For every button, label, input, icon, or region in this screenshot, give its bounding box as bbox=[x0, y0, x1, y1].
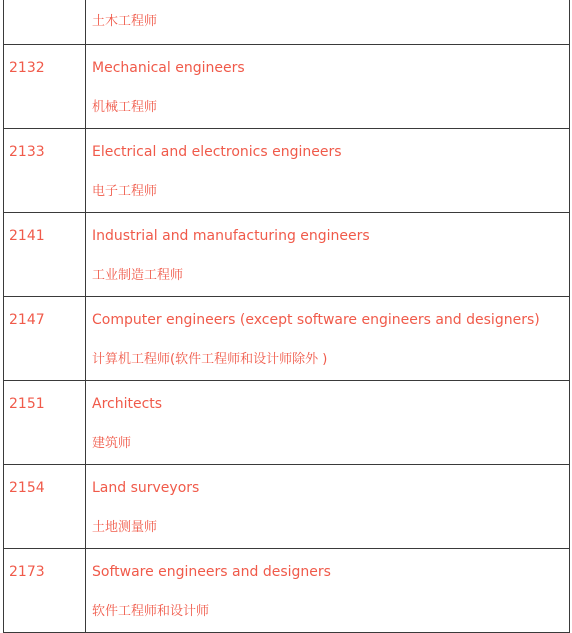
table-row bbox=[4, 549, 570, 633]
occupation-title-cn: 土地测量师 bbox=[92, 520, 158, 535]
occupation-title-en: Mechanical engineers bbox=[92, 60, 245, 76]
table-row bbox=[4, 381, 570, 465]
occupation-title-cn: 土木工程师 bbox=[92, 14, 158, 29]
description-cell bbox=[86, 381, 570, 465]
code-cell bbox=[4, 297, 86, 381]
occupation-title-en: Software engineers and designers bbox=[92, 564, 331, 580]
code-cell bbox=[4, 549, 86, 633]
table-row bbox=[4, 0, 570, 45]
description-cell bbox=[86, 213, 570, 297]
occupation-title-cn: 建筑师 bbox=[92, 436, 132, 451]
occupation-code: 2147 bbox=[9, 312, 45, 328]
code-cell bbox=[4, 0, 86, 45]
occupation-title-cn: 工业制造工程师 bbox=[92, 268, 184, 283]
occupation-title-en: Computer engineers (except software engineers and designers) bbox=[92, 312, 540, 328]
occupation-code bbox=[4, 0, 85, 15]
table-row bbox=[4, 297, 570, 381]
table-row bbox=[4, 213, 570, 297]
occupation-title-en: Land surveyors bbox=[92, 480, 200, 496]
table-row bbox=[4, 45, 570, 129]
description-cell bbox=[86, 297, 570, 381]
code-cell bbox=[4, 381, 86, 465]
occupation-code: 2133 bbox=[9, 144, 45, 160]
occupation-code: 2173 bbox=[9, 564, 45, 580]
occupation-title-en: Electrical and electronics engineers bbox=[92, 144, 342, 160]
occupation-title-cn: 软件工程师和设计师 bbox=[92, 604, 210, 619]
table-row bbox=[4, 129, 570, 213]
code-cell bbox=[4, 465, 86, 549]
occupation-table-container bbox=[3, 0, 569, 633]
occupation-code: 2141 bbox=[9, 228, 45, 244]
description-cell bbox=[86, 129, 570, 213]
description-cell bbox=[86, 549, 570, 633]
code-cell bbox=[4, 213, 86, 297]
occupation-code: 2154 bbox=[9, 480, 45, 496]
occupation-title-en: Industrial and manufacturing engineers bbox=[92, 228, 370, 244]
occupation-title-cn: 电子工程师 bbox=[92, 184, 158, 199]
table-row bbox=[4, 465, 570, 549]
occupation-title-cn: 计算机工程师(软件工程师和设计师除外 ) bbox=[92, 352, 328, 367]
occupation-title-cn: 机械工程师 bbox=[92, 100, 158, 115]
occupation-table bbox=[3, 0, 570, 633]
description-cell bbox=[86, 0, 570, 45]
code-cell bbox=[4, 129, 86, 213]
description-cell bbox=[86, 45, 570, 129]
description-cell bbox=[86, 465, 570, 549]
occupation-code: 2132 bbox=[9, 60, 45, 76]
code-cell bbox=[4, 45, 86, 129]
occupation-title-en: Architects bbox=[92, 396, 163, 412]
occupation-code: 2151 bbox=[9, 396, 45, 412]
